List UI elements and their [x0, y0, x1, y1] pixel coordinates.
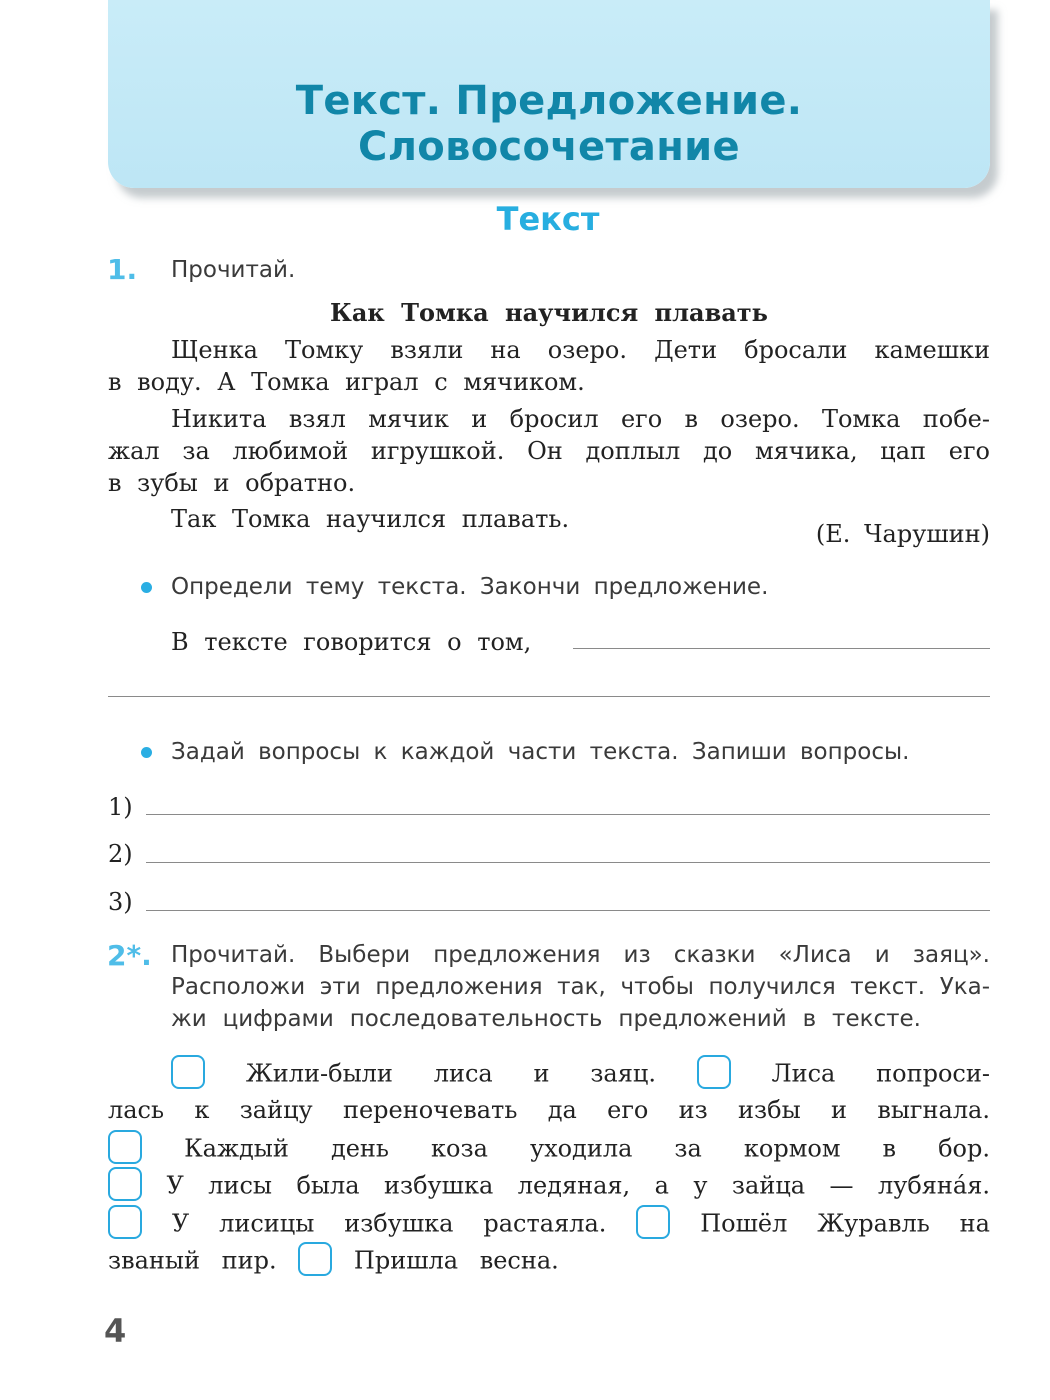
answer-line[interactable]: [146, 910, 990, 911]
order-checkbox[interactable]: [108, 1167, 142, 1201]
title-banner: [108, 0, 990, 188]
order-checkbox[interactable]: [636, 1205, 670, 1239]
story-title: Как Томка научился плавать: [330, 298, 768, 327]
task-1-instruction: Прочитай.: [171, 257, 296, 283]
story-line: Так Томка научился плавать.: [171, 505, 570, 533]
answer-line[interactable]: [108, 696, 990, 697]
bullet-icon: [141, 747, 152, 758]
answer-label-1: 1): [108, 793, 133, 821]
sentence: Пришла весна.: [353, 1246, 559, 1275]
order-checkbox[interactable]: [697, 1055, 731, 1089]
sentence-row: лась к зайцу переночевать да его из избы и выгнала.: [108, 1096, 990, 1124]
question-2-instruction: Задай вопросы к каждой части текста. Запиши вопросы.: [171, 739, 910, 765]
order-checkbox[interactable]: [171, 1055, 205, 1089]
order-checkbox[interactable]: [108, 1130, 142, 1164]
sentence-row: [108, 1245, 559, 1279]
title-line-2: Словосочетание: [358, 124, 740, 170]
page-number: 4: [104, 1312, 127, 1350]
sentence-row: [108, 1208, 990, 1242]
story-line: в зубы и обратно.: [108, 469, 356, 497]
sentence: Пошёл Журавль на: [700, 1209, 990, 1238]
sentence: У лисы была избушка ледяная, а у зайца — лубяна́я.: [166, 1171, 990, 1200]
section-title: Текст: [496, 200, 600, 238]
sentence: Лиса попроси-: [771, 1059, 990, 1088]
sentence: Каждый день коза уходила за кормом в бор.: [184, 1134, 990, 1163]
story-line: в воду. А Томка играл с мячиком.: [108, 368, 585, 396]
bullet-icon: [141, 582, 152, 593]
order-checkbox[interactable]: [298, 1242, 332, 1276]
answer-sentence-start: В тексте говорится о том,: [171, 628, 532, 656]
task-2-number: 2*.: [107, 939, 152, 972]
sentence-row: [108, 1133, 990, 1167]
page-title: [108, 0, 990, 170]
order-checkbox[interactable]: [108, 1205, 142, 1239]
task-1-number: 1.: [107, 253, 138, 286]
story-author: (Е. Чарушин): [815, 520, 990, 548]
sentence-row: [108, 1170, 990, 1204]
answer-line[interactable]: [146, 862, 990, 863]
answer-line[interactable]: [146, 814, 990, 815]
task-2-instruction-line: Расположи эти предложения так, чтобы получился текст. Ука-: [171, 974, 990, 1000]
sentence: званый пир.: [108, 1246, 277, 1275]
question-1-instruction: Определи тему текста. Закончи предложение.: [171, 574, 769, 600]
answer-line[interactable]: [573, 648, 990, 649]
sentence: У лисицы избушка растаяла.: [171, 1209, 607, 1238]
sentence-row: [171, 1058, 990, 1092]
task-2-instruction-line: Прочитай. Выбери предложения из сказки «Лиса и заяц».: [171, 942, 990, 968]
answer-label-2: 2): [108, 840, 133, 868]
story-line: жал за любимой игрушкой. Он доплыл до мячика, цап его: [108, 437, 990, 465]
task-2-instruction-line: жи цифрами последовательность предложений в тексте.: [171, 1006, 921, 1032]
title-line-1: Текст. Предложение.: [295, 78, 803, 124]
sentence: Жили-были лиса и заяц.: [245, 1059, 656, 1088]
story-line: Никита взял мячик и бросил его в озеро. Томка побе-: [171, 405, 990, 433]
story-line: Щенка Томку взяли на озеро. Дети бросали камешки: [171, 336, 990, 364]
answer-label-3: 3): [108, 888, 133, 916]
